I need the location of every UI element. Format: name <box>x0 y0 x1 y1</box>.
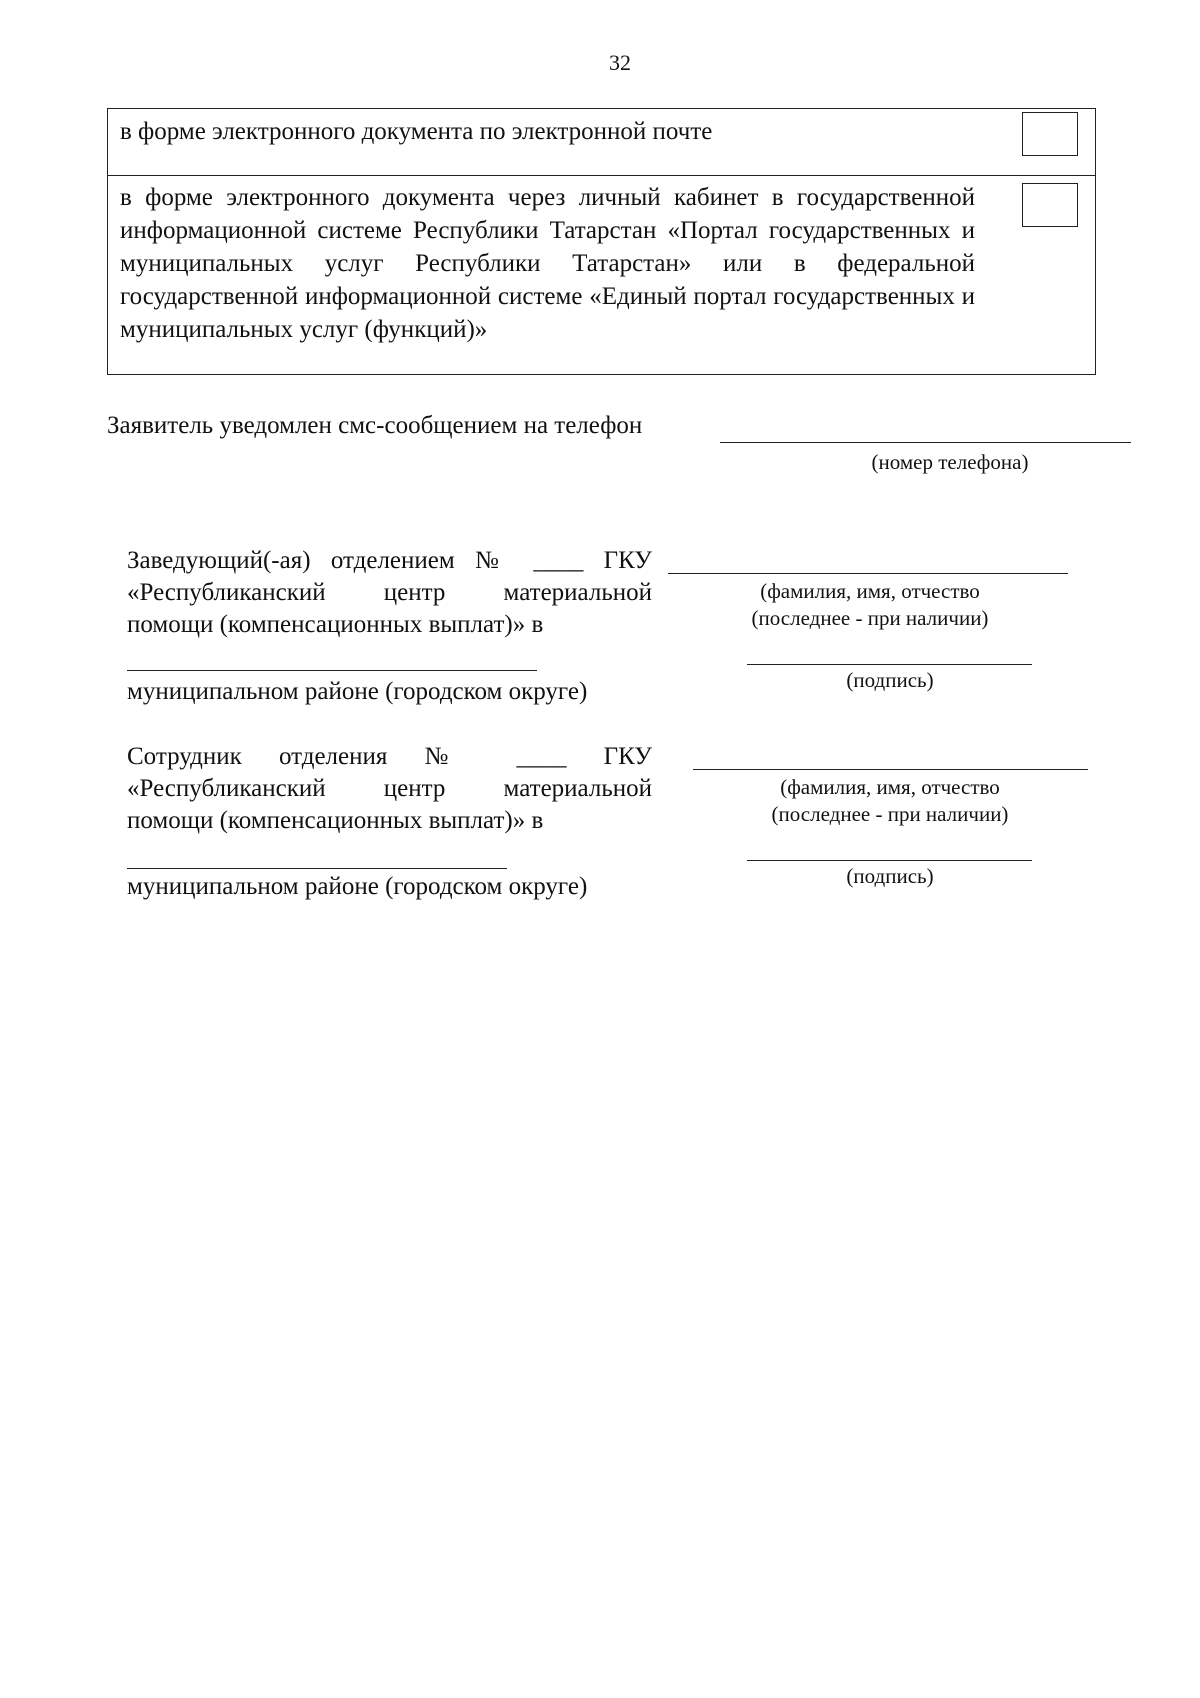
employee-district-field[interactable] <box>127 838 507 869</box>
option-email-text: в форме электронного документа по электронной почте <box>120 118 713 145</box>
head-district-label: муниципальном районе (городском округе) <box>127 678 588 705</box>
employee-signature-field[interactable] <box>747 836 1032 861</box>
head-name-field[interactable] <box>668 545 1068 574</box>
head-title-line3: помощи (компенсационных выплат)» в <box>127 611 544 638</box>
page-number: 32 <box>609 50 631 75</box>
head-signature-field[interactable] <box>747 640 1032 665</box>
head-title-line1: Заведующий(-ая) отделением № ____ ГКУ <box>127 547 652 574</box>
employee-signature-caption: (подпись) <box>846 864 934 888</box>
sms-notice-label: Заявитель уведомлен смс-сообщением на телефон <box>107 412 643 439</box>
option-portal-text: в форме электронного документа через личный кабинет в государственной информационной системе Республики Татарстан «Портал государственных и муниципальных услуг Республики Татарстан» или в федеральной государственной информационной системе «Единый портал государственных и муниципальных услуг (функций)» <box>120 184 975 343</box>
option-email-checkbox[interactable] <box>1022 112 1078 156</box>
employee-title-line1: Сотрудник отделения № ____ ГКУ <box>127 743 652 770</box>
head-name-caption-2: (последнее - при наличии) <box>751 606 989 630</box>
head-name-caption-1: (фамилия, имя, отчество <box>760 579 980 603</box>
head-signature-caption: (подпись) <box>846 668 934 692</box>
head-district-field[interactable] <box>127 640 537 671</box>
employee-title-line3: помощи (компенсационных выплат)» в <box>127 807 544 834</box>
head-title <box>127 545 652 641</box>
option-portal-checkbox[interactable] <box>1022 183 1078 227</box>
head-title-line2: «Республиканский центр материальной <box>127 579 652 606</box>
employee-title <box>127 741 652 837</box>
employee-name-caption-2: (последнее - при наличии) <box>771 802 1009 826</box>
table-row-divider <box>108 175 1095 176</box>
employee-name-field[interactable] <box>693 741 1088 770</box>
phone-number-field[interactable] <box>720 412 1131 443</box>
delivery-options-table <box>107 108 1096 375</box>
phone-number-caption: (номер телефона) <box>871 450 1029 474</box>
employee-district-label: муниципальном районе (городском округе) <box>127 873 588 900</box>
employee-name-caption-1: (фамилия, имя, отчество <box>780 775 1000 799</box>
employee-title-line2: «Республиканский центр материальной <box>127 775 652 802</box>
